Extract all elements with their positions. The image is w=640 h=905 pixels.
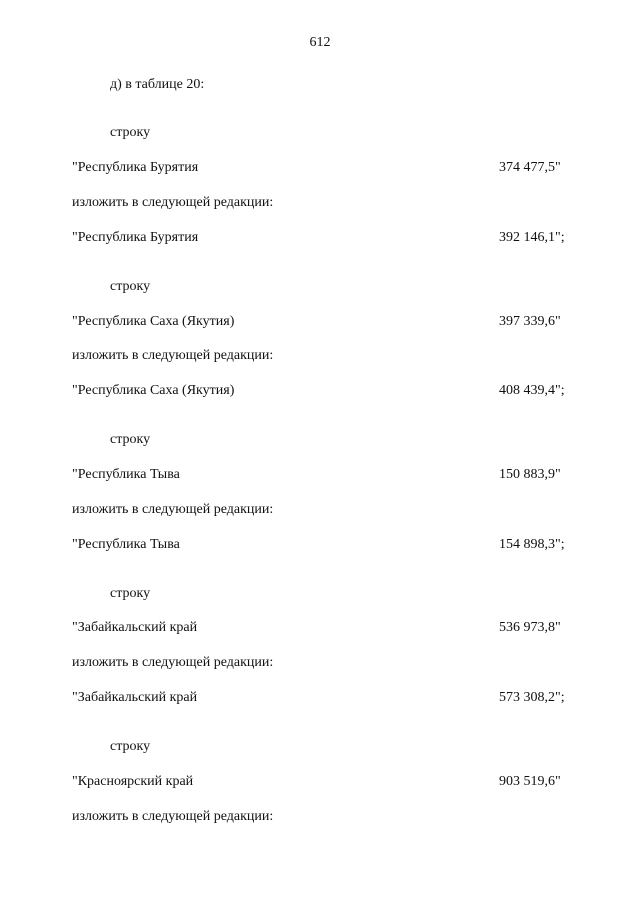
- row-lead: строку: [110, 279, 151, 294]
- old-row-name: "Республика Бурятия: [72, 160, 199, 175]
- new-row-value: 392 146,1";: [499, 230, 565, 245]
- old-row-name: "Забайкальский край: [72, 620, 198, 635]
- instruction-text: изложить в следующей редакции:: [72, 502, 274, 517]
- new-row-name: "Республика Саха (Якутия): [72, 383, 235, 398]
- old-row-name: "Республика Саха (Якутия): [72, 314, 235, 329]
- old-row-name: "Республика Тыва: [72, 467, 180, 482]
- new-row-value: 408 439,4";: [499, 383, 565, 398]
- old-row-value: 374 477,5": [499, 160, 561, 175]
- row-lead: строку: [110, 125, 151, 140]
- old-row-value: 397 339,6": [499, 314, 561, 329]
- row-lead: строку: [110, 739, 151, 754]
- new-row-name: "Республика Тыва: [72, 537, 180, 552]
- page-number: 612: [309, 35, 331, 50]
- instruction-text: изложить в следующей редакции:: [72, 195, 274, 210]
- row-lead: строку: [110, 432, 151, 447]
- old-row-value: 150 883,9": [499, 467, 561, 482]
- new-row-name: "Забайкальский край: [72, 690, 198, 705]
- instruction-text: изложить в следующей редакции:: [72, 348, 274, 363]
- instruction-text: изложить в следующей редакции:: [72, 809, 274, 824]
- instruction-text: изложить в следующей редакции:: [72, 655, 274, 670]
- new-row-value: 573 308,2";: [499, 690, 565, 705]
- intro-text: д) в таблице 20:: [110, 77, 205, 92]
- new-row-name: "Республика Бурятия: [72, 230, 199, 245]
- old-row-value: 536 973,8": [499, 620, 561, 635]
- old-row-value: 903 519,6": [499, 774, 561, 789]
- row-lead: строку: [110, 586, 151, 601]
- old-row-name: "Красноярский край: [72, 774, 194, 789]
- new-row-value: 154 898,3";: [499, 537, 565, 552]
